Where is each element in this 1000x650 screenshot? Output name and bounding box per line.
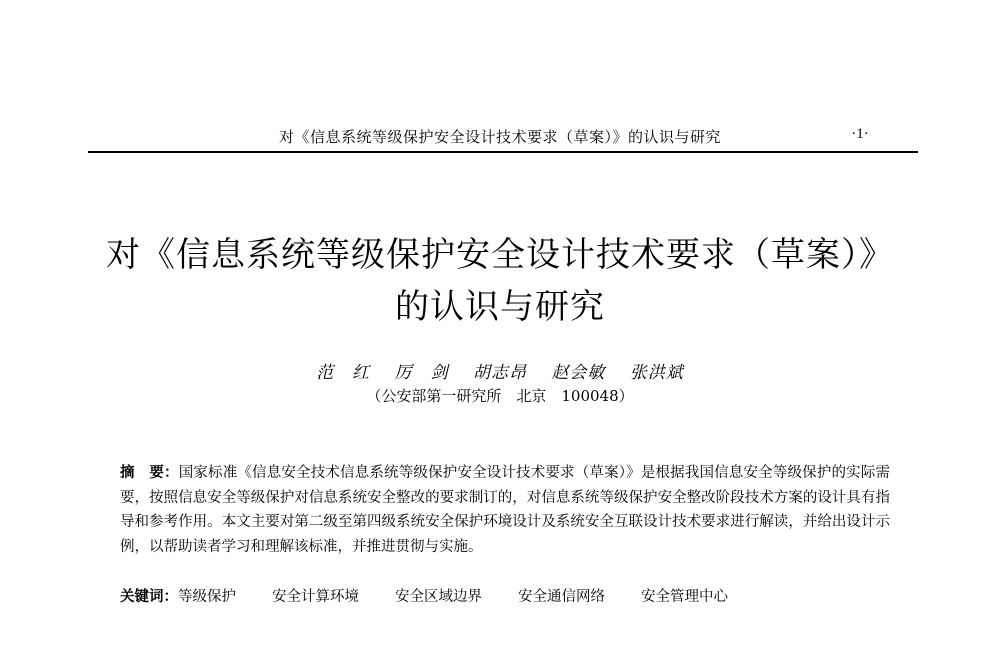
running-header bbox=[0, 124, 1000, 148]
keyword: 安全管理中心 bbox=[641, 589, 728, 605]
paper-title-line-2: 的认识与研究 bbox=[395, 287, 605, 327]
author-name: 张洪斌 bbox=[629, 363, 684, 383]
paper-title-line-1: 对《信息系统等级保护安全设计技术要求（草案）》 bbox=[106, 235, 894, 275]
abstract-text: 国家标准《信息安全技术信息系统等级保护安全设计技术要求（草案）》是根据我国信息安全等级保护的实际需要，按照信息安全等级保护对信息系统安全整改的要求制订的，对信息系统等级保护安全整改阶段技术方案的设计具有指导和参考作用。本文主要对第二级至第四级系统安全保护环境设计及系统安全互联设计技术要求进行解读，并给出设计示例，以帮助读者学习和理解该标准，并推进贯彻与实施。 bbox=[120, 465, 891, 555]
paper-title bbox=[0, 229, 1000, 333]
author-name: 范 红 bbox=[316, 363, 371, 383]
author-list bbox=[0, 358, 1000, 383]
keywords-label: 关键词： bbox=[120, 588, 178, 605]
running-title: 对《信息系统等级保护安全设计技术要求（草案）》的认识与研究 bbox=[278, 128, 721, 146]
keywords bbox=[120, 585, 890, 609]
affiliation: （公安部第一研究所 北京 100048） bbox=[366, 387, 634, 405]
author-name: 赵会敏 bbox=[551, 363, 606, 383]
keyword: 安全区域边界 bbox=[395, 589, 482, 605]
keyword: 安全通信网络 bbox=[518, 589, 605, 605]
header-rule bbox=[88, 151, 918, 153]
abstract-label: 摘 要： bbox=[120, 464, 179, 481]
author-name: 胡志昂 bbox=[473, 363, 527, 383]
keyword: 等级保护 bbox=[178, 589, 236, 605]
page-number: ·1· bbox=[851, 126, 869, 142]
keyword: 安全计算环境 bbox=[272, 589, 359, 605]
author-name: 厉 剑 bbox=[394, 363, 449, 383]
abstract bbox=[120, 461, 890, 559]
